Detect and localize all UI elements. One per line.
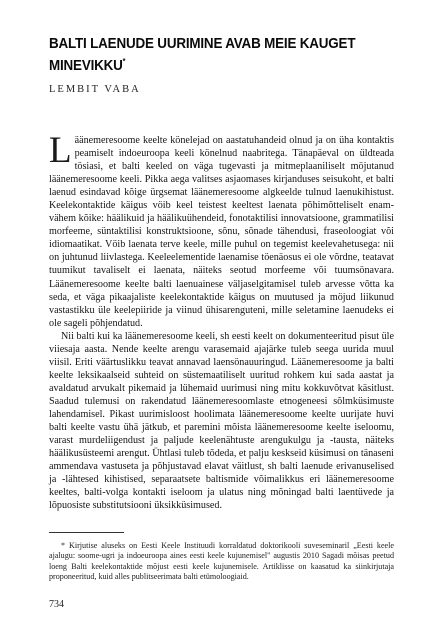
footnote-text: * Kirjutise aluseks on Eesti Keele Instituudi korraldatud doktorikooli suveseminaril „Eesti keele ajalugu: soome-ugri ja indoeuroopa aines eesti keele kujunemisel" augustis 2010 Sagadi mõisas peetud loeng Balti keelekontaktide mõjust eesti keele kujunemisele. Artiklisse on kaasatud ka siinkirjutaja proponeeritud, kuid alles publitseerimata balti etümoloogiaid. <box>49 541 394 582</box>
drop-cap: L <box>49 130 72 171</box>
body-paragraph-1 <box>49 130 394 330</box>
title-text: BALTI LAENUDE UURIMINE AVAB MEIE KAUGET MINEVIKKU <box>49 36 356 74</box>
page-number: 734 <box>49 599 64 610</box>
author-name: LEMBIT VABA <box>49 84 141 95</box>
article-title <box>49 36 380 75</box>
title-footnote-mark: * <box>122 57 126 66</box>
article-body <box>49 130 394 512</box>
body-paragraph-2: Nii balti kui ka läänemeresoome keeli, sh eesti keelt on dokumenteeritud pisut üle viiesaja aasta. Nende keelte arengu varasemaid ajajärke tuleb seega uurida muul viisil. Eriti väärtuslikku teavat annavad laensönauuringud. Läänemeresoome ja balti keelte leksikaalseid suhteid on süstemaatiliselt uuritud rohkem kui sada aastat ja avaldatud arvukalt pikemaid ja lühemaid uurimusi ning mitu kokkuvõtvat käsitlust. Saadud tulemusi on rakendatud läänemeresoomlaste etnogeneesi sõlmküsimuste lahendamisel. Pikast uurimisloost hoolimata läänemeresoome keelte uurijate huvi balti keelte vastu ühä jätkub, et paremini mõista läänemeresoome keelte iseloomu, varast murdeliigendust ja paljude keelenähtuste arengukulgu ja -tausta, näiteks häälikusüsteemi arengut. Ühtlasi tuleb tõdeda, et palju keskseid küsimusi on tänaseni ammendava vastuseta ja põhjustavad elavat väitlust, sh balti laenude erivanuselised ja -lähtesed kihistised, separaatsete baltismide võimalikkus eri läänemeresoome keeltes, balti-volga kontakti iseloom ja ulatus ning mõningad balti laentüvede ja lõpuosiste substitutsiooni üksikküsimused. <box>49 330 394 512</box>
paragraph-1-text: äänemeresoome keelte könelejad on aastatuhandeid olnud ja on üha kontaktis peamiselt indoeuroopa keeli könelnud naabritega. Tänapäeval on üldteada tösiasi, et balti keeled on väga tugevasti ja mitmeplaaniliselt möjutanud läänemeresoome keeli. Pikka aega valitses asjaomases kirjanduses seisukoht, et balti laenud esindavad kõige ürgsemat läänemeresoome algkeelde tulnud laenukihistust. Keelekontaktide käigus vöib keel teistest keeltest laenata põhimõtteliselt enam-vähem kõike: häälikuid ja häälikuühendeid, fonotaktilisi innovatsioone, grammatilisi morfeeme, süntaktilisi konstruktsioone, sõnu, sõnade tähendusi, fraseoloogiat või idiomaatikat. Vöib laenata terve keele, mille puhul on tegemist keelevahetusega: nii on juhtunud liivlastega. Keeleelementide laenamise töenäosus ei ole võrdne, teatavat tuumikut tavaliselt ei laenata, näiteks seotud morfeeme või tuumsönavara. Läänemeresoome keelte balti laenuainese väljaselgitamisel tuleb arvesse võtta ka seda, et väga pikaajaliste keelekontaktide käigus on muutused ja möjud liikunud vastastikku üle keelepiiride ja viinud ühisarenguteni, mille seletamine laenudeks ei ole sageli põhjendatud. <box>49 135 394 329</box>
footnote <box>49 541 394 583</box>
footnote-separator <box>49 532 124 533</box>
